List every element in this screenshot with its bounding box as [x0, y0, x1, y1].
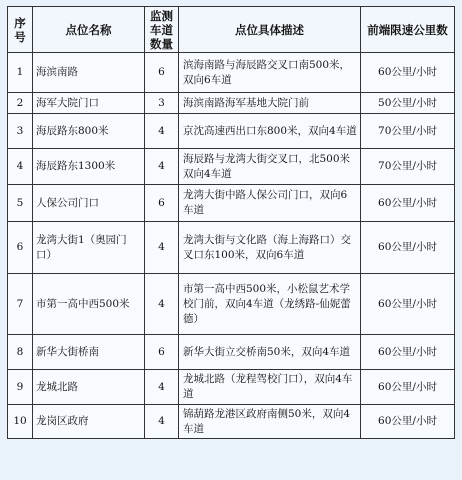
cell-num: 9 [8, 370, 33, 405]
cell-desc: 滨海南路与海辰路交叉口南500米，双向6车道 [179, 53, 361, 93]
cell-name: 人保公司门口 [33, 185, 145, 222]
cell-num: 5 [8, 185, 33, 222]
header-name: 点位名称 [33, 7, 145, 53]
cell-desc: 海滨南路海军基地大院门前 [179, 93, 361, 114]
cell-desc: 海辰路与龙湾大街交叉口，北500米双向4车道 [179, 149, 361, 185]
cell-num: 10 [8, 405, 33, 439]
cell-limit: 60公里/小时 [361, 274, 455, 335]
cell-lanes: 4 [145, 370, 179, 405]
cell-num: 6 [8, 222, 33, 274]
cell-limit: 60公里/小时 [361, 53, 455, 93]
cell-lanes: 3 [145, 93, 179, 114]
cell-name: 海滨南路 [33, 53, 145, 93]
table-row [8, 185, 455, 222]
header-num: 序号 [8, 7, 33, 53]
cell-num: 2 [8, 93, 33, 114]
table-row [8, 370, 455, 405]
cell-name: 新华大街桥南 [33, 335, 145, 370]
cell-desc: 龙城北路（龙程驾校门口），双向4车道 [179, 370, 361, 405]
cell-num: 1 [8, 53, 33, 93]
cell-desc: 市第一高中西500米，小松鼠艺术学校门前，双向4车道（龙绣路-仙妮蕾德） [179, 274, 361, 335]
cell-num: 3 [8, 114, 33, 149]
table-row [8, 405, 455, 439]
cell-lanes: 6 [145, 53, 179, 93]
cell-limit: 60公里/小时 [361, 335, 455, 370]
cell-num: 7 [8, 274, 33, 335]
cell-name: 海辰路东1300米 [33, 149, 145, 185]
cell-lanes: 4 [145, 405, 179, 439]
cell-name: 市第一高中西500米 [33, 274, 145, 335]
cell-lanes: 4 [145, 114, 179, 149]
cell-name: 海辰路东800米 [33, 114, 145, 149]
cell-num: 4 [8, 149, 33, 185]
cell-limit: 60公里/小时 [361, 185, 455, 222]
header-limit: 前端限速公里数 [361, 7, 455, 53]
table-row [8, 335, 455, 370]
cell-desc: 京沈高速西出口东800米，双向4车道 [179, 114, 361, 149]
table-row [8, 274, 455, 335]
cell-limit: 60公里/小时 [361, 405, 455, 439]
table-row [8, 149, 455, 185]
cell-name: 龙湾大街1（奥园门口） [33, 222, 145, 274]
table-row [8, 114, 455, 149]
cell-desc: 锦葫路龙港区政府南侧50米，双向4车道 [179, 405, 361, 439]
header-lanes: 监测车道数量 [145, 7, 179, 53]
cell-name: 龙城北路 [33, 370, 145, 405]
cell-limit: 70公里/小时 [361, 114, 455, 149]
cell-lanes: 4 [145, 274, 179, 335]
cell-desc: 龙湾大街与文化路（海上海路口）交叉口东100米，双向6车道 [179, 222, 361, 274]
cell-num: 8 [8, 335, 33, 370]
table-row [8, 222, 455, 274]
cell-limit: 60公里/小时 [361, 222, 455, 274]
cell-name: 龙岗区政府 [33, 405, 145, 439]
table-row [8, 53, 455, 93]
cell-limit: 70公里/小时 [361, 149, 455, 185]
table-row [8, 93, 455, 114]
cell-limit: 60公里/小时 [361, 370, 455, 405]
cell-lanes: 6 [145, 335, 179, 370]
cell-lanes: 4 [145, 149, 179, 185]
cell-limit: 50公里/小时 [361, 93, 455, 114]
cell-desc: 新华大街立交桥南50米，双向4车道 [179, 335, 361, 370]
header-desc: 点位具体描述 [179, 7, 361, 53]
table-header-row [8, 7, 455, 53]
cell-lanes: 4 [145, 222, 179, 274]
cell-name: 海军大院门口 [33, 93, 145, 114]
speed-camera-table [7, 6, 455, 439]
cell-desc: 龙湾大街中路人保公司门口，双向6车道 [179, 185, 361, 222]
cell-lanes: 6 [145, 185, 179, 222]
